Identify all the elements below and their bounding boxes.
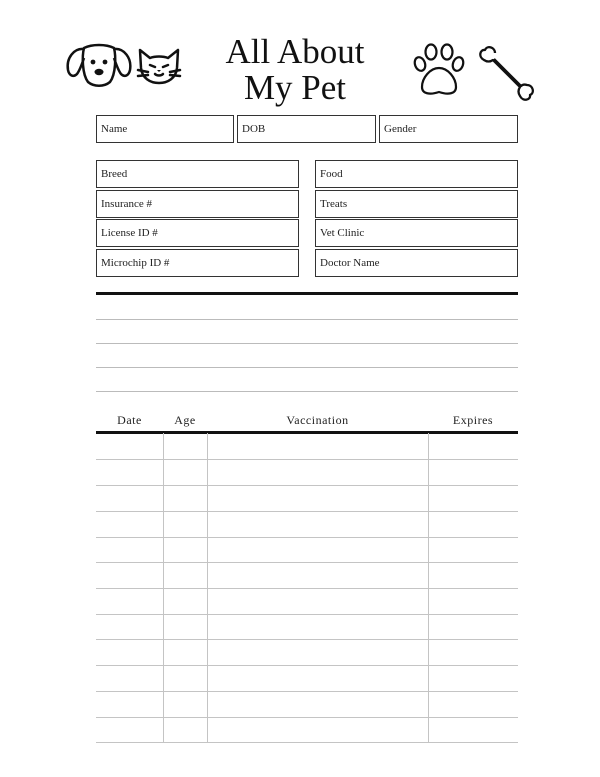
title-line-2: My Pet [243,68,347,107]
food-field[interactable]: Food [315,160,518,188]
table-row[interactable] [96,562,518,563]
table-row[interactable] [96,717,518,718]
name-field[interactable]: Name [96,115,234,143]
header-expires: Expires [452,413,494,427]
breed-field[interactable]: Breed [96,160,299,188]
insurance-field[interactable]: Insurance # [96,190,299,218]
table-header-divider [96,431,518,434]
table-row[interactable] [96,511,518,512]
header-date: Date [117,413,142,427]
microchip-id-field[interactable]: Microchip ID # [96,249,299,277]
table-row[interactable] [96,537,518,538]
gender-field[interactable]: Gender [379,115,518,143]
table-row[interactable] [96,588,518,589]
vet-clinic-field[interactable]: Vet Clinic [315,219,518,247]
dog-face-icon [64,42,134,88]
license-id-field[interactable]: License ID # [96,219,299,247]
paw-print-icon [410,42,468,100]
notes-line[interactable] [96,367,518,368]
header-vaccination: Vaccination [286,413,349,427]
notes-line[interactable] [96,343,518,344]
doctor-name-field[interactable]: Doctor Name [315,249,518,277]
title-line-1: All About [225,32,365,71]
table-row[interactable] [96,639,518,640]
cat-face-icon [136,46,182,86]
table-row[interactable] [96,742,518,743]
table-row[interactable] [96,459,518,460]
table-row[interactable] [96,665,518,666]
table-row[interactable] [96,691,518,692]
notes-line[interactable] [96,391,518,392]
table-row[interactable] [96,614,518,615]
header-age: Age [174,413,196,427]
notes-divider [96,292,518,295]
page-title [180,34,410,106]
treats-field[interactable]: Treats [315,190,518,218]
notes-line[interactable] [96,319,518,320]
table-row[interactable] [96,485,518,486]
bone-icon [478,44,536,102]
dob-field[interactable]: DOB [237,115,376,143]
